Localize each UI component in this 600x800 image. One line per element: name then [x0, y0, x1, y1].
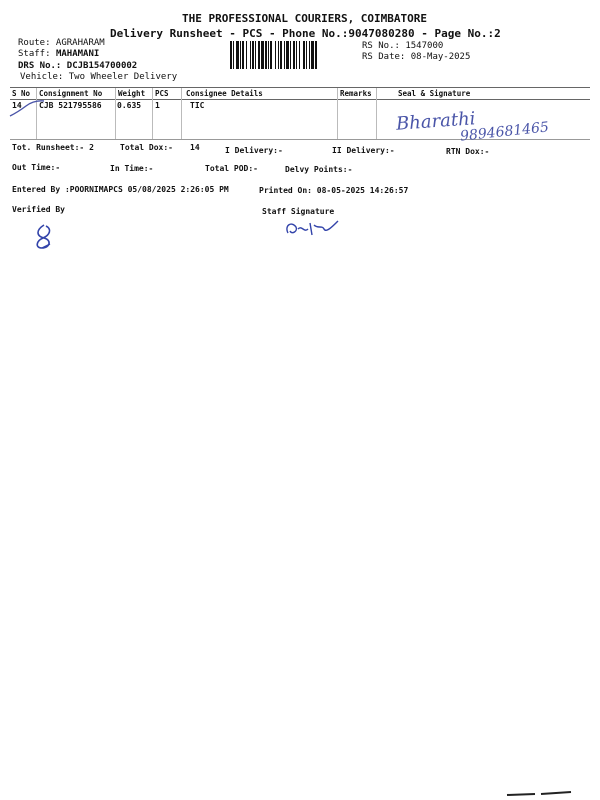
barcode-bar [265, 41, 267, 69]
total-dox-label: Total Dox:- [120, 143, 173, 152]
barcode-bar [299, 41, 300, 69]
barcode-bar [306, 41, 307, 69]
barcode-bar [280, 41, 282, 69]
tick-mark [8, 98, 48, 120]
barcode-bar [303, 41, 305, 69]
barcode-bar [315, 41, 317, 69]
col-divider [115, 88, 116, 139]
barcode-bar [284, 41, 285, 69]
company-name: THE PROFESSIONAL COURIERS, COIMBATORE [182, 12, 428, 25]
vehicle: Vehicle: Two Wheeler Delivery [20, 72, 178, 82]
entered-by: Entered By :POORNIMAPCS 05/08/2025 2:26:05 PM [12, 185, 229, 194]
rtn-dox: RTN Dox:- [446, 147, 490, 156]
barcode-bar [286, 41, 289, 69]
staff-label: Staff: [18, 49, 56, 59]
barcode-bar [275, 41, 276, 69]
cell-weight: 0.635 [117, 101, 142, 110]
runsheet-title: Delivery Runsheet - PCS - Phone No.:9047080280 - Page No.:2 [110, 27, 501, 40]
th-consignment: Consignment No [39, 89, 103, 98]
printed-on: Printed On: 08-05-2025 14:26:57 [259, 186, 409, 195]
route: Route: AGRAHARAM [18, 38, 105, 48]
staff-signature [282, 215, 346, 241]
scan-mark [505, 790, 575, 798]
table-top-rule [10, 87, 590, 88]
cell-consignment: CJB 521795586 [39, 101, 102, 110]
barcode-bar [293, 41, 295, 69]
in-time: In Time:- [110, 164, 154, 173]
th-weight: Weight [118, 89, 146, 98]
col-divider [376, 88, 377, 139]
cell-pcs: 1 [155, 101, 160, 110]
drs-value: DCJB154700002 [66, 61, 138, 71]
barcode-bar [296, 41, 297, 69]
th-remarks: Remarks [340, 89, 372, 98]
barcode-bar [278, 41, 279, 69]
col-divider [181, 88, 182, 139]
barcode-bar [230, 41, 232, 69]
barcode-bar [242, 41, 244, 69]
verified-by: Verified By [12, 205, 65, 214]
total-pod: Total POD:- [205, 164, 258, 173]
verifier-signature [30, 222, 64, 252]
barcode-bar [290, 41, 291, 69]
rs-number: RS No.: 1547000 [362, 41, 444, 51]
staff-value: MAHAMANI [55, 49, 100, 59]
tot-runsheet: Tot. Runsheet:- 2 [12, 143, 94, 152]
barcode-bar [258, 41, 260, 69]
barcode-bar [270, 41, 272, 69]
barcode-bar [268, 41, 269, 69]
barcode-bar [250, 41, 251, 69]
cell-sno: 14 [12, 101, 22, 110]
staff-signature-label: Staff Signature [262, 207, 335, 216]
i-delivery: I Delivery:- [225, 146, 283, 155]
barcode-bar [309, 41, 310, 69]
receiver-name-handwritten: Bharathi [395, 108, 477, 135]
rs-date: RS Date: 08-May-2025 [362, 52, 471, 62]
th-pcs: PCS [155, 89, 169, 98]
barcode-bar [255, 41, 256, 69]
table-header-rule [10, 99, 590, 100]
barcode-bar [311, 41, 314, 69]
col-divider [337, 88, 338, 139]
barcode-bar [246, 41, 247, 69]
th-seal-signature: Seal & Signature [398, 89, 471, 98]
drs-label: DRS No.: [18, 61, 67, 71]
out-time: Out Time:- [12, 163, 61, 172]
cell-consignee: TIC [190, 101, 205, 110]
total-dox-value: 14 [190, 143, 200, 152]
barcode-bar [233, 41, 234, 69]
col-divider [152, 88, 153, 139]
staff [18, 49, 99, 59]
delvy-points: Delvy Points:- [285, 165, 353, 174]
barcode-bar [261, 41, 264, 69]
barcode [230, 41, 356, 69]
receiver-phone-handwritten: 9894681465 [459, 119, 550, 145]
th-sno: S No [12, 89, 31, 98]
barcode-bar [236, 41, 239, 69]
barcode-bar [240, 41, 241, 69]
drs-number [18, 61, 137, 71]
barcode-bar [252, 41, 254, 69]
th-consignee: Consignee Details [186, 89, 263, 98]
ii-delivery: II Delivery:- [332, 146, 395, 155]
